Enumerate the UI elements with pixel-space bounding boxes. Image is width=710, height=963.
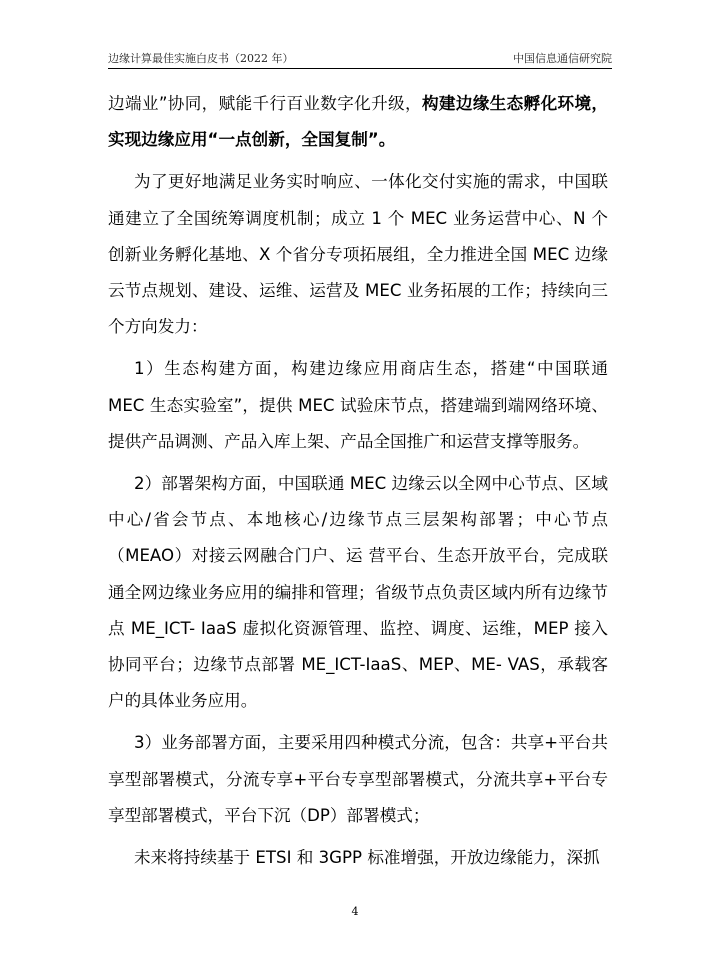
page-number: 4 — [351, 905, 359, 918]
document-body — [108, 86, 608, 882]
paragraph-intro — [108, 86, 608, 158]
paragraph-future: 未来将持续基于 ETSI 和 3GPP 标准增强，开放边缘能力，深抓 — [134, 848, 600, 868]
paragraph-architecture: 2）部署架构方面，中国联通 MEC 边缘云以全网中心节点、区域中心/省会节点、本地核心/边缘节点三层架构部署；中心节点（MEAO）对接云网融合门户、运 营平台、生态开放平台，完成联通全网边缘业务应用的编排和管理；省级节点负责区域内所有边缘节点 ME_ICT- IaaS 虚拟化资源管理、监控、调度、运维，MEP 接入协同平台；边缘节点部署 ME_ICT-IaaS、MEP、ME- VAS，承载客户的具体业务应用。 — [108, 474, 608, 711]
page-header — [108, 48, 612, 69]
paragraph-mechanism: 为了更好地满足业务实时响应、一体化交付实施的需求，中国联通建立了全国统筹调度机制；成立 1 个 MEC 业务运营中心、N 个创新业务孵化基地、X 个省分专项拓展组，全力推进全国 MEC 边缘云节点规划、建设、运维、运营及 MEC 业务拓展的工作；持续向三个方向发力： — [108, 172, 608, 337]
paragraph-intro-text: 边端业”协同，赋能千行百业数字化升级， — [108, 94, 422, 113]
paragraph-deployment: 3）业务部署方面，主要采用四种模式分流，包含：共享+平台共享型部署模式，分流专享+平台专享型部署模式，分流共享+平台专享型部署模式，平台下沉（DP）部署模式； — [108, 733, 608, 825]
header-title: 边缘计算最佳实施白皮书（2022 年） — [108, 52, 294, 65]
paragraph-ecosystem: 1）生态构建方面，构建边缘应用商店生态，搭建“中国联通 MEC 生态实验室”，提供 MEC 试验床节点，搭建端到端网络环境、提供产品调测、产品入库上架、产品全国推广和运营支撑等服务。 — [108, 359, 608, 451]
header-organization: 中国信息通信研究院 — [513, 52, 612, 65]
paragraph-intro-bold: 构建边缘生态孵化环境，实现边缘应用“一点创新，全国复制”。 — [108, 94, 608, 150]
